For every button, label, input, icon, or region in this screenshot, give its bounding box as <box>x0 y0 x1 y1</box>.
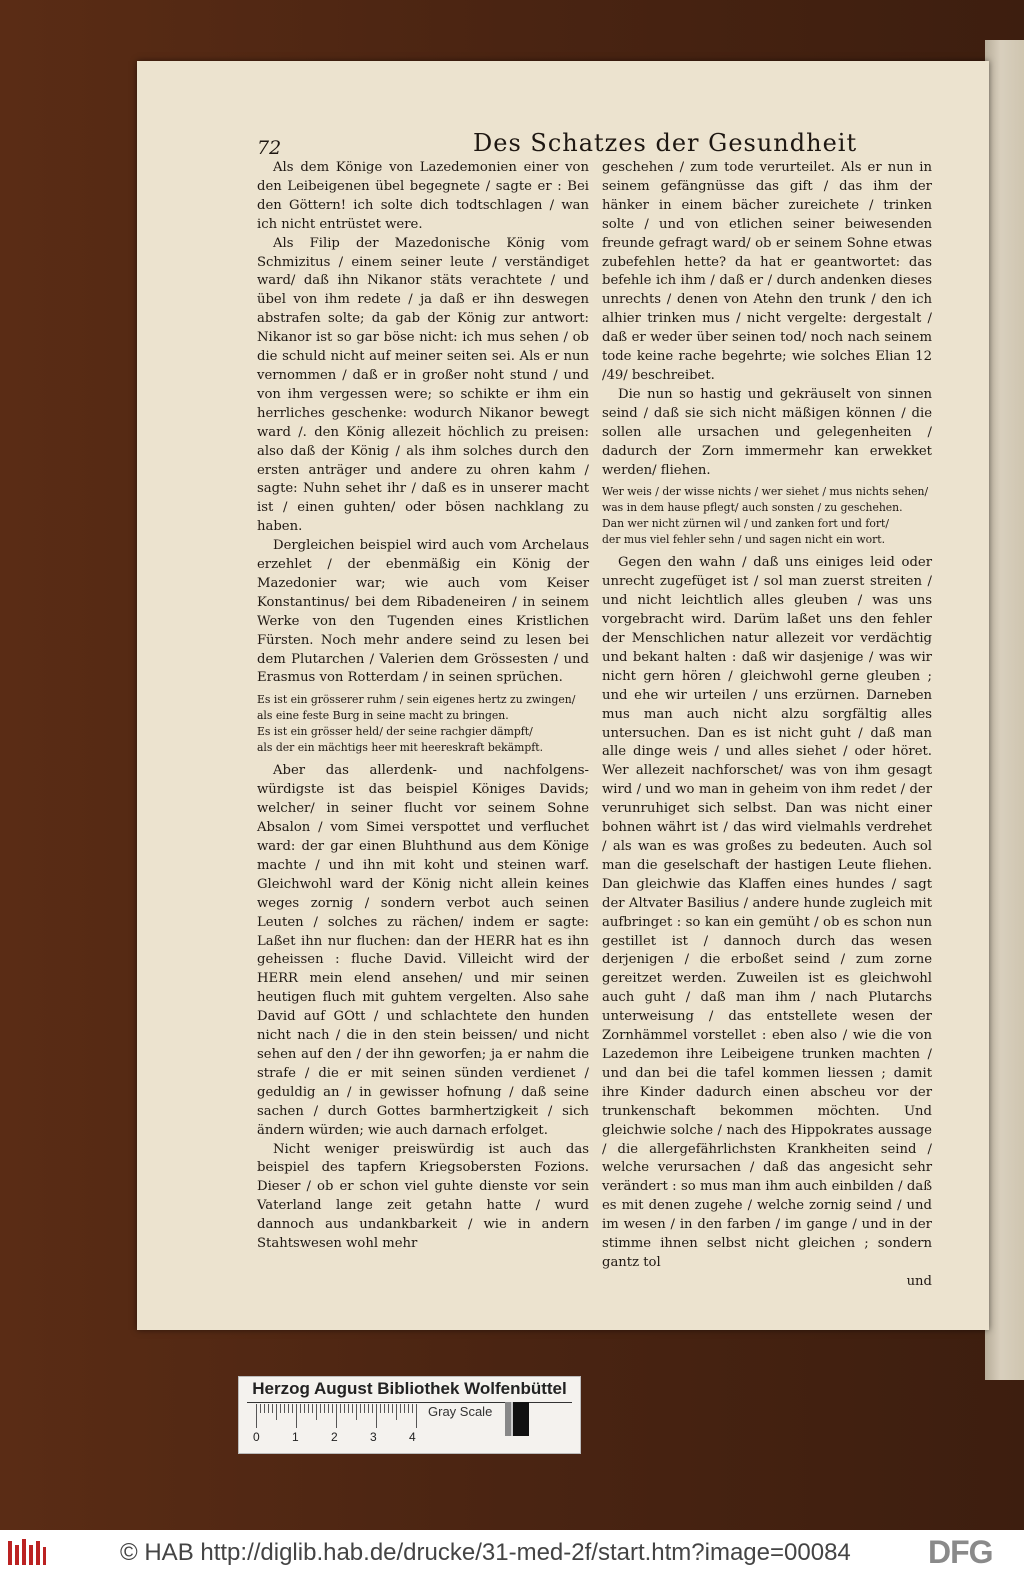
ruler-tick <box>360 1404 361 1413</box>
ruler-tick <box>368 1404 369 1413</box>
ruler-tick <box>392 1404 393 1413</box>
verse-line: Wer weis / der wisse nichts / wer siehet / mus nichts sehen/ <box>602 485 929 499</box>
ruler-tick <box>280 1404 281 1413</box>
ruler-tick <box>256 1404 257 1428</box>
ruler-tick <box>356 1404 357 1420</box>
library-name: Herzog August Bibliothek Wolfenbüttel <box>252 1379 567 1398</box>
left-column <box>257 159 589 1254</box>
ruler-tick <box>380 1404 381 1413</box>
ruler-tick <box>336 1404 337 1428</box>
hab-logo-icon <box>6 1537 48 1569</box>
verse-line: als eine feste Burg in seine macht zu bringen. <box>257 709 509 723</box>
ruler-tick <box>364 1404 365 1413</box>
paragraph: Aber das allerdenk- und nachfolgens-würdigste ist das beispiel Königes Davids; welcher/ in seiner flucht vor seinem Sohne Absalon / vom Simei verspottet und verfluchet ward: der gar einen Bluhthund aus dem Könige machte / und ihn mit koht und steinen warf. Gleichwohl ward der König nicht allein keines weges zornig / sondern verbot auch seinen Leuten / solches zu rächen/ indem er sagte: Laßet ihn nur fluchen: dan der HERR hat es ihn geheissen : fluche David. Villeicht wird der HERR mein elend ansehen/ und mir seinen heutigen fluch mit guhtem vergelten. Also sahe David auf GOtt / und schlachtete den hunden nicht nach / die in den stein beissen/ und nicht sehen auf den / der ihn geworfen; ja er nahm die strafe / die er mit seinen sünden verdienet / geduldig an / in gewisser hofnung / daß seine sachen / durch Gottes barmhertzigkeit / sich ändern würden; wie auch darnach erfolget. <box>257 763 589 1138</box>
ruler-tick <box>348 1404 349 1413</box>
right-column <box>602 159 932 1292</box>
paragraph: Nicht weniger preiswürdig ist auch das beispiel des tapfern Kriegsobersten Fozions. Dieser / ob er schon viel guhte dienste vor sein Vaterland lange zeit getahn hatte / wurd dannoch aus undankbarkeit / wie in andern Stahtswesen wohl mehr <box>257 1141 589 1252</box>
ruler-tick <box>292 1404 293 1413</box>
ruler-number: 1 <box>292 1430 299 1444</box>
verse-line: was in dem hause pflegt/ auch sonsten / zu geschehen. <box>602 501 903 515</box>
paragraph: Als dem Könige von Lazedemonien einer von den Leibeigenen übel begegnete / sagte er : Bei den Göttern! ich solte dich todtschlagen / wan ich nicht entrüstet were. <box>257 160 589 232</box>
verse-block <box>257 692 589 756</box>
ruler-tick <box>288 1404 289 1413</box>
page-number: 72 <box>257 137 282 159</box>
ruler-tick <box>372 1404 373 1413</box>
paragraph: Die nun so hastig und gekräuselt von sinnen seind / daß sie sich nicht mäßigen können / die sollen alle ursachen und gelegenheiten / dadurch der Zorn immermehr kan erwekket werden/ fliehen. <box>602 386 932 478</box>
dfg-logo: DFG <box>928 1534 993 1570</box>
ruler-tick <box>324 1404 325 1413</box>
gray-scale-label: Gray Scale <box>428 1404 493 1419</box>
catchword: und <box>906 1273 932 1289</box>
ruler-number: 0 <box>253 1430 260 1444</box>
ruler-tick <box>340 1404 341 1413</box>
ruler-tick <box>296 1404 297 1428</box>
ruler-number: 4 <box>409 1430 416 1444</box>
ruler-tick <box>384 1404 385 1413</box>
copyright-url[interactable]: © HAB http://diglib.hab.de/drucke/31-med-2f/start.htm?image=00084 <box>120 1539 851 1566</box>
ruler-tick <box>284 1404 285 1413</box>
ruler-tick <box>268 1404 269 1413</box>
ruler-tick <box>408 1404 409 1413</box>
ruler-tick <box>312 1404 313 1413</box>
ruler-scale <box>256 1404 420 1430</box>
paragraph: Gegen den wahn / daß uns einiges leid oder unrecht zugefüget ist / sol man zuerst streiten / und nicht leichtlich alles gleuben / was uns vorgebracht wird. Darüm laßet uns den fehler der Menschlichen natur allezeit vor verdächtig und bekant halten : daß wir dasjenige / was wir nicht gern hören / gleichwohl gerne gleuben ; und ehe wir urteilen / uns erzürnen. Darneben mus man auch nicht alzu sorgfältig alles untersuchen. Dan es ist nicht guht / daß man alle dinge weis / und alles siehet / oder höret. Wer allezeit nachforschet/ was von ihm gesagt wird / und wo man in geheim von ihm redet / der verunruhiget sich selbst. Dan was nicht einer bohnen währt ist / das wird vielmahls verdrehet / als wan es was großes zu bedeuten. Auch sol man die geselschaft der hastigen Leute fliehen. Dan gleichwie das Klaffen eines hundes / sagt der Altvater Basilius / andere hunde zugleich mit aufbringet : so kan ein gemüht / ob es schon nun gestillet ist / dannoch durch das wesen derjenigen / die erboßet seind / zum zorne gereitzet werden. Zuweilen ist es gleichwohl auch guht / daß man ihm / nach Plutarchs unterweisung / das entstellete wesen der Zornhämmel vorstellet : eben also / wie die von Lazedemon ihre Leibeigene trunken machten / und dan bei die tafel kommen liessen ; damit ihre Kinder dadurch einen abscheu vor der trunkenschaft bekommen möchten. Und gleichwie solche / nach des Hippokrates aussage / die allergefährlichsten Krankheiten seind / welche verursachen / daß das angesicht sehr verändert : so mus man ihm auch einbilden / daß es mit denen zugehe / welche zornig seind / und im wesen / in den farben / im gange / und in der stimme ihnen selbst nicht gleichen ; sondern gantz tol <box>602 555 932 1270</box>
ruler-tick <box>316 1404 317 1420</box>
ruler-tick <box>416 1404 417 1428</box>
ruler-tick <box>352 1404 353 1413</box>
ruler-tick <box>412 1404 413 1413</box>
ruler-tick <box>388 1404 389 1413</box>
ruler-tick <box>320 1404 321 1413</box>
ruler-tick <box>328 1404 329 1413</box>
book-page <box>137 61 989 1330</box>
ruler-tick <box>276 1404 277 1420</box>
footer-bar <box>0 1530 1024 1576</box>
verse-line: als der ein mächtigs heer mit heereskraft bekämpft. <box>257 741 544 755</box>
ruler-tick <box>332 1404 333 1413</box>
adjacent-page-edge <box>985 40 1024 1380</box>
verse-line: Es ist ein grösser held/ der seine rachgier dämpft/ <box>257 725 533 739</box>
verse-line: Es ist ein grösserer ruhm / sein eigenes hertz zu zwingen/ <box>257 693 576 707</box>
ruler-tick <box>300 1404 301 1413</box>
ruler-tick <box>304 1404 305 1413</box>
ruler-tick <box>344 1404 345 1413</box>
paragraph: Dergleichen beispiel wird auch vom Archelaus erzehlet / der ebenmäßig ein König der Mazedonier war; wie auch vom Keiser Konstantinus/ bei dem Ribadeneiren / in seinem Werke von den Tugenden eines Kristlichen Fürsten. Noch mehr andere seind zu lesen bei dem Plutarchen / Valerien dem Grössesten / und Erasmus von Rotterdam / in seinen sprüchen. <box>257 538 589 686</box>
gray-swatch-dark <box>513 1402 529 1436</box>
gray-scale-swatch <box>505 1402 529 1436</box>
ruler-number: 3 <box>370 1430 377 1444</box>
ruler-tick <box>404 1404 405 1413</box>
verse-line: Dan wer nicht zürnen wil / und zanken fort und fort/ <box>602 517 890 531</box>
verse-block <box>602 484 932 548</box>
ruler-tick <box>272 1404 273 1413</box>
running-head: Des Schatzes der Gesundheit <box>473 129 858 157</box>
ruler-tick <box>400 1404 401 1413</box>
paragraph: geschehen / zum tode verurteilet. Als er nun in seinem gefängnüsse das gift / das ihm der hänker in einem bächer zureichete / trinken solte / und von etlichen seiner beiwesenden freunde gefragt ward/ ob er seinem Sohne etwas zubefehlen hette? da hat er geantwortet: das befehle ich ihm / daß er / durch andenken dieses unrechts / denen von Atehn den trunk / den ich alhier trinken mus / nicht vergelte: dergestalt / daß er weder über seinen tod/ noch nach seinem tode keine rache begehrte; wie solches Elian 12 /49/ beschreibet. <box>602 160 932 383</box>
ruler-tick <box>260 1404 261 1413</box>
paragraph: Als Filip der Mazedonische König vom Schmizitus / einem seiner leute / verständiget ward/ daß ihn Nikanor stäts verachtete / und übel von ihm redete / ja daß er ihn deswegen abstrafen solte; da gab der König zur antwort: Nikanor ist so gar böse nicht: ich mus sehen / ob die schuld nicht auf meiner seiten sei. Als er nun vernommen / daß er in großer noht stund / und von ihm vergessen were; so schikte er ihm ein herrliches geschenke: wodurch Nikanor bewegt ward /. den König allezeit höchlich zu preisen: also daß der König / als ihm solches durch den ersten anträger und andere zu ohren kahm / sagte: Nuhn sehet ihr / daß es in unserer macht ist / einen guhten/ oder bösen nachklang zu haben. <box>257 235 589 535</box>
ruler-tick <box>264 1404 265 1413</box>
ruler-tick <box>376 1404 377 1428</box>
verse-line: der mus viel fehler sehn / und sagen nicht ein wort. <box>602 533 885 547</box>
ruler-tick <box>308 1404 309 1413</box>
ruler-tick <box>396 1404 397 1420</box>
ruler-number: 2 <box>331 1430 338 1444</box>
gray-swatch-mid <box>505 1402 511 1436</box>
